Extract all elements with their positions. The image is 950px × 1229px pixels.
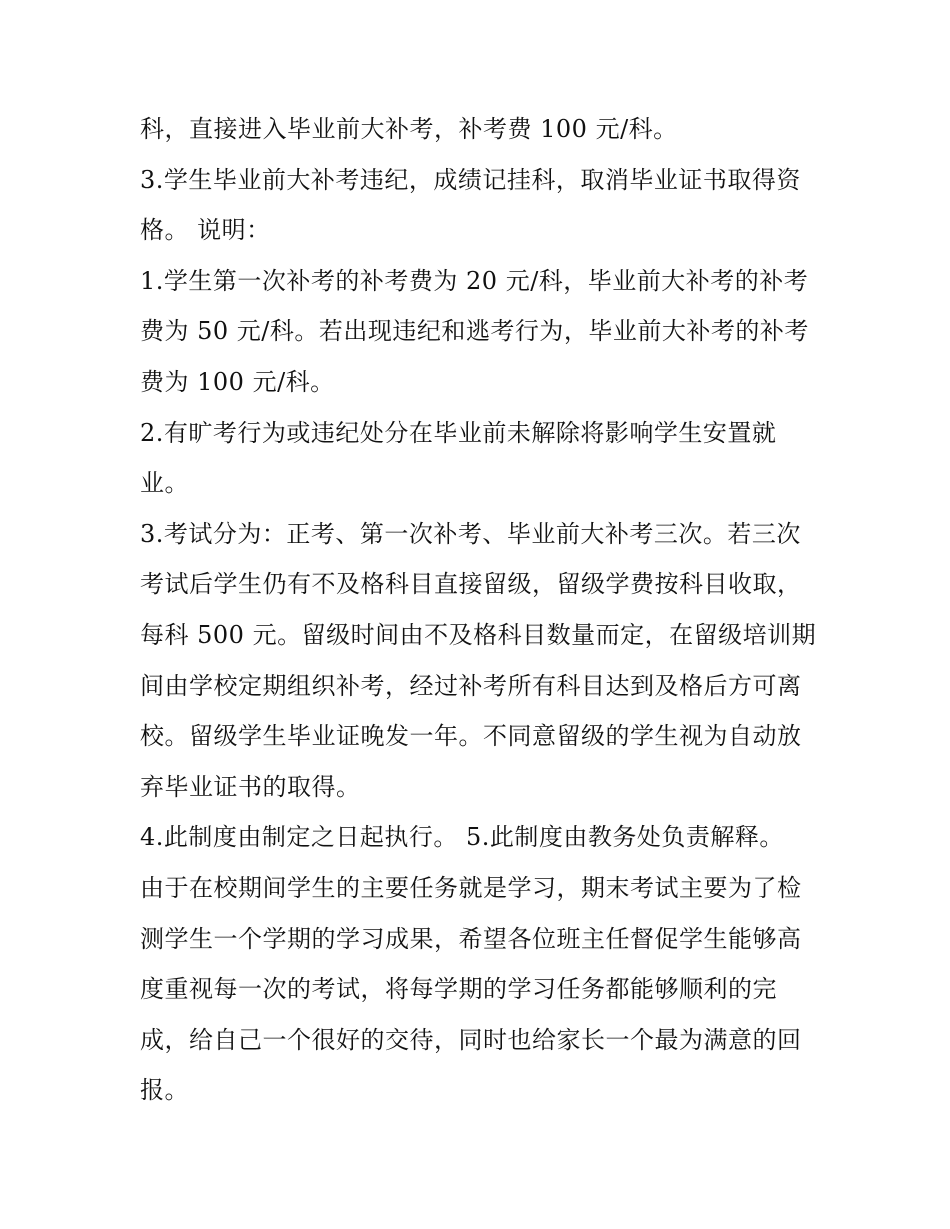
text-line: 弃毕业证书的取得。 (140, 772, 361, 801)
text-line: 每科 500 元。留级时间由不及格科目数量而定，在留级培训期 (140, 620, 817, 649)
text-line: 业。 (140, 469, 189, 498)
text-line: 度重视每一次的考试，将每学期的学习任务都能够顺利的完 (140, 975, 777, 1004)
text-line: 格。 说明： (140, 216, 271, 245)
text-line: 校。留级学生毕业证晚发一年。不同意留级的学生视为自动放 (140, 722, 802, 751)
text-line: 由于在校期间学生的主要任务就是学习，期末考试主要为了检 (140, 873, 802, 902)
text-line: 费为 100 元/科。 (140, 367, 335, 396)
document-body (140, 104, 820, 1116)
text-line: 测学生一个学期的学习成果，希望各位班主任督促学生能够高 (140, 924, 802, 953)
text-line: 1.学生第一次补考的补考费为 20 元/科，毕业前大补考的补考 (140, 266, 809, 295)
text-line: 费为 50 元/科。若出现违纪和逃考行为，毕业前大补考的补考 (140, 317, 809, 346)
text-line: 报。 (140, 1076, 189, 1105)
text-line: 考试后学生仍有不及格科目直接留级，留级学费按科目收取， (140, 570, 802, 599)
text-line: 3.考试分为：正考、第一次补考、毕业前大补考三次。若三次 (140, 519, 801, 548)
text-line: 2.有旷考行为或违纪处分在毕业前未解除将影响学生安置就 (140, 418, 777, 447)
text-line: 科，直接进入毕业前大补考，补考费 100 元/科。 (140, 115, 678, 143)
text-line: 3.学生毕业前大补考违纪，成绩记挂科，取消毕业证书取得资 (140, 165, 801, 194)
text-line: 间由学校定期组织补考，经过补考所有科目达到及格后方可离 (140, 671, 802, 700)
text-line: 成，给自己一个很好的交待，同时也给家长一个最为满意的回 (140, 1025, 802, 1054)
text-line: 4.此制度由制定之日起执行。 5.此制度由教务处负责解释。 (140, 823, 784, 852)
